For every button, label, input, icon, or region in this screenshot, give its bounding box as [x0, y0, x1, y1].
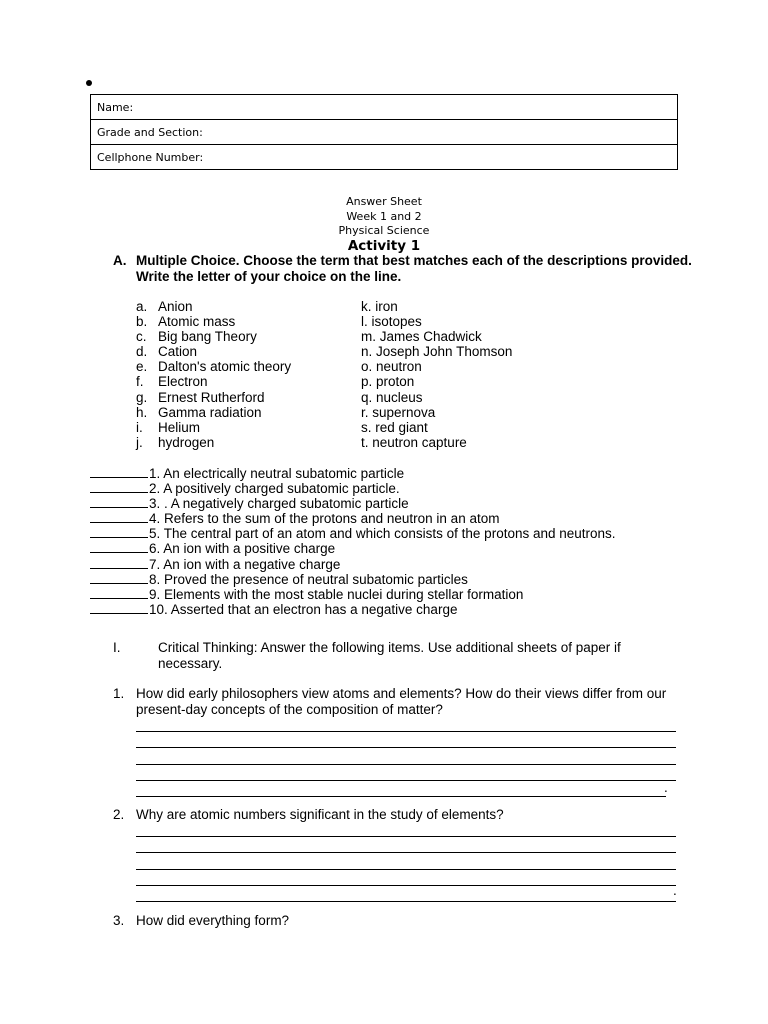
question-item: 10. Asserted that an electron has a negative charge	[90, 601, 616, 616]
answer-line[interactable]	[136, 837, 676, 853]
choice-item: r. supernova	[361, 404, 436, 420]
choice-item: n. Joseph John Thomson	[361, 344, 513, 360]
answer-line[interactable]	[136, 870, 676, 886]
activity-title: Activity 1	[347, 238, 421, 254]
choice-item: j. hydrogen	[136, 434, 215, 450]
section-i-label: I.	[113, 640, 121, 655]
multiple-choice-items	[90, 465, 616, 616]
name-label: Name:	[97, 100, 134, 114]
choice-item: b. Atomic mass	[136, 314, 236, 330]
section-a-label: A.	[113, 253, 127, 268]
choice-item: i. Helium	[136, 419, 201, 435]
answer-blank[interactable]	[90, 510, 148, 523]
question-item: 5. The central part of an atom and which consists of the protons and neutrons.	[90, 525, 616, 540]
question-item: 6. An ion with a positive charge	[90, 540, 616, 555]
question-item: 2. A positively charged subatomic particle.	[90, 480, 616, 495]
answer-blank[interactable]	[90, 601, 148, 614]
choice-item: t. neutron capture	[361, 434, 467, 450]
choices-right-column	[361, 299, 512, 450]
answer-line[interactable]	[136, 821, 676, 837]
answer-blank[interactable]	[90, 571, 148, 584]
choice-item: f. Electron	[136, 374, 208, 390]
answer-blank[interactable]	[90, 556, 148, 569]
grade-section-field[interactable]	[91, 120, 678, 145]
question-item: 4. Refers to the sum of the protons and neutron in an atom	[90, 510, 616, 525]
choice-item: l. isotopes	[361, 314, 422, 330]
answer-blank[interactable]	[90, 586, 148, 599]
cellphone-label: Cellphone Number:	[97, 150, 204, 164]
choice-item: s. red giant	[361, 419, 428, 435]
choice-item: h. Gamma radiation	[136, 404, 262, 420]
choice-item: o. neutron	[361, 359, 422, 375]
choice-item: d. Cation	[136, 344, 198, 360]
answer-blank[interactable]	[90, 480, 148, 493]
answer-line[interactable]	[136, 765, 676, 781]
choice-item: e. Dalton's atomic theory	[136, 359, 292, 375]
choice-item: q. nucleus	[361, 389, 423, 405]
choice-item: k. iron	[361, 299, 398, 314]
sheet-header	[0, 195, 768, 239]
week-label: Week 1 and 2	[346, 209, 422, 223]
question-item: 1. An electrically neutral subatomic particle	[90, 465, 616, 480]
line-end-period: .	[664, 780, 668, 795]
choice-item: c. Big bang Theory	[136, 329, 257, 345]
answer-line[interactable]	[136, 781, 666, 797]
question-item: 7. An ion with a negative charge	[90, 556, 616, 571]
answer-blank[interactable]	[90, 465, 148, 478]
choice-item: a. Anion	[136, 299, 193, 314]
answer-blank[interactable]	[90, 525, 148, 538]
cellphone-field[interactable]	[91, 145, 678, 170]
answer-line[interactable]	[136, 716, 676, 732]
question-item: 9. Elements with the most stable nuclei during stellar formation	[90, 586, 616, 601]
answer-line[interactable]	[136, 748, 676, 764]
question-item: 3. . A negatively charged subatomic particle	[90, 495, 616, 510]
answer-lines-1[interactable]	[136, 716, 676, 797]
grade-section-label: Grade and Section:	[97, 125, 203, 139]
answer-line[interactable]	[136, 886, 676, 902]
choices-left-column	[136, 299, 291, 450]
section-i-text: Critical Thinking: Answer the following items. Use additional sheets of paper if necessary.	[158, 640, 621, 671]
choice-item: m. James Chadwick	[361, 329, 482, 345]
subject-label: Physical Science	[338, 224, 430, 237]
name-field[interactable]	[91, 95, 678, 120]
section-a-text: Multiple Choice. Choose the term that best matches each of the descriptions provided. Write the letter of your choice on the line.	[136, 253, 692, 284]
choice-item: g. Ernest Rutherford	[136, 389, 265, 405]
question-item: 8. Proved the presence of neutral subatomic particles	[90, 571, 616, 586]
answer-line[interactable]	[136, 732, 676, 748]
answer-blank[interactable]	[90, 540, 148, 553]
answer-line[interactable]	[136, 853, 676, 869]
answer-sheet-title: Answer Sheet	[346, 195, 422, 208]
line-end-period: .	[673, 883, 677, 898]
answer-blank[interactable]	[90, 495, 148, 508]
choice-item: p. proton	[361, 374, 415, 390]
student-info-table	[90, 94, 678, 170]
list-bullet	[86, 80, 92, 86]
answer-lines-2[interactable]	[136, 821, 676, 902]
